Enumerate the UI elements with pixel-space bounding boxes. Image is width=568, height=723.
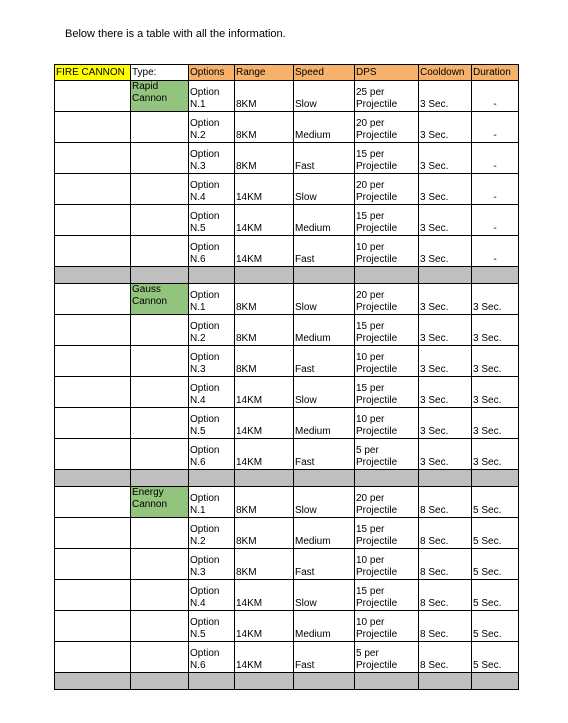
blank-cell bbox=[55, 518, 131, 549]
blank-cell bbox=[131, 580, 189, 611]
blank-cell bbox=[55, 81, 131, 112]
range-cell: 14KM bbox=[235, 174, 294, 205]
speed-cell: Slow bbox=[294, 487, 355, 518]
range-cell: 14KM bbox=[235, 377, 294, 408]
duration-cell: 5 Sec. bbox=[472, 642, 519, 673]
blank-cell bbox=[55, 315, 131, 346]
blank-cell bbox=[55, 236, 131, 267]
table-row bbox=[55, 580, 519, 611]
blank-cell bbox=[131, 236, 189, 267]
table-row bbox=[55, 236, 519, 267]
option-cell: Option N.2 bbox=[189, 518, 235, 549]
duration-cell: 3 Sec. bbox=[472, 284, 519, 315]
blank-cell bbox=[131, 315, 189, 346]
cooldown-cell: 3 Sec. bbox=[419, 377, 472, 408]
blank-cell bbox=[131, 205, 189, 236]
blank-cell bbox=[131, 377, 189, 408]
dps-cell: 15 per Projectile bbox=[355, 377, 419, 408]
speed-cell: Fast bbox=[294, 236, 355, 267]
header-duration: Duration bbox=[472, 65, 519, 81]
blank-cell bbox=[131, 549, 189, 580]
range-cell: 8KM bbox=[235, 549, 294, 580]
separator-row bbox=[55, 470, 519, 487]
table-row bbox=[55, 174, 519, 205]
table-row bbox=[55, 408, 519, 439]
cooldown-cell: 3 Sec. bbox=[419, 439, 472, 470]
duration-cell: 3 Sec. bbox=[472, 377, 519, 408]
option-cell: Option N.4 bbox=[189, 377, 235, 408]
blank-cell bbox=[55, 112, 131, 143]
blank-cell bbox=[55, 377, 131, 408]
speed-cell: Slow bbox=[294, 81, 355, 112]
duration-cell: - bbox=[472, 205, 519, 236]
option-cell: Option N.3 bbox=[189, 143, 235, 174]
blank-cell bbox=[55, 408, 131, 439]
header-speed: Speed bbox=[294, 65, 355, 81]
table-row bbox=[55, 346, 519, 377]
table-row bbox=[55, 143, 519, 174]
option-cell: Option N.4 bbox=[189, 174, 235, 205]
dps-cell: 20 per Projectile bbox=[355, 174, 419, 205]
separator-row bbox=[55, 673, 519, 690]
speed-cell: Fast bbox=[294, 143, 355, 174]
blank-cell bbox=[55, 487, 131, 518]
header-range: Range bbox=[235, 65, 294, 81]
range-cell: 8KM bbox=[235, 81, 294, 112]
duration-cell: 5 Sec. bbox=[472, 611, 519, 642]
table-title: FIRE CANNON bbox=[55, 65, 131, 81]
separator-cell bbox=[419, 267, 472, 284]
blank-cell bbox=[55, 205, 131, 236]
separator-cell bbox=[55, 267, 131, 284]
separator-cell bbox=[294, 470, 355, 487]
separator-cell bbox=[189, 470, 235, 487]
duration-cell: - bbox=[472, 174, 519, 205]
duration-cell: - bbox=[472, 81, 519, 112]
blank-cell bbox=[55, 143, 131, 174]
blank-cell bbox=[55, 346, 131, 377]
separator-cell bbox=[419, 470, 472, 487]
cooldown-cell: 8 Sec. bbox=[419, 518, 472, 549]
speed-cell: Slow bbox=[294, 377, 355, 408]
duration-cell: 5 Sec. bbox=[472, 549, 519, 580]
table-row bbox=[55, 549, 519, 580]
blank-cell bbox=[55, 611, 131, 642]
duration-cell: - bbox=[472, 112, 519, 143]
speed-cell: Slow bbox=[294, 284, 355, 315]
separator-cell bbox=[55, 673, 131, 690]
blank-cell bbox=[55, 284, 131, 315]
separator-cell bbox=[355, 470, 419, 487]
option-cell: Option N.6 bbox=[189, 439, 235, 470]
duration-cell: 3 Sec. bbox=[472, 346, 519, 377]
duration-cell: 5 Sec. bbox=[472, 518, 519, 549]
cooldown-cell: 3 Sec. bbox=[419, 143, 472, 174]
dps-cell: 15 per Projectile bbox=[355, 518, 419, 549]
table-row bbox=[55, 205, 519, 236]
blank-cell bbox=[55, 580, 131, 611]
speed-cell: Medium bbox=[294, 611, 355, 642]
separator-cell bbox=[55, 470, 131, 487]
dps-cell: 15 per Projectile bbox=[355, 205, 419, 236]
header-dps: DPS bbox=[355, 65, 419, 81]
separator-cell bbox=[235, 673, 294, 690]
range-cell: 14KM bbox=[235, 611, 294, 642]
duration-cell: 5 Sec. bbox=[472, 580, 519, 611]
separator-cell bbox=[294, 673, 355, 690]
duration-cell: 5 Sec. bbox=[472, 487, 519, 518]
option-cell: Option N.2 bbox=[189, 315, 235, 346]
blank-cell bbox=[131, 642, 189, 673]
separator-cell bbox=[355, 673, 419, 690]
speed-cell: Medium bbox=[294, 112, 355, 143]
option-cell: Option N.5 bbox=[189, 205, 235, 236]
header-options: Options bbox=[189, 65, 235, 81]
dps-cell: 20 per Projectile bbox=[355, 487, 419, 518]
dps-cell: 20 per Projectile bbox=[355, 112, 419, 143]
table-row bbox=[55, 284, 519, 315]
cooldown-cell: 8 Sec. bbox=[419, 549, 472, 580]
dps-cell: 5 per Projectile bbox=[355, 439, 419, 470]
cooldown-cell: 3 Sec. bbox=[419, 284, 472, 315]
option-cell: Option N.5 bbox=[189, 611, 235, 642]
separator-cell bbox=[189, 673, 235, 690]
cooldown-cell: 3 Sec. bbox=[419, 315, 472, 346]
dps-cell: 15 per Projectile bbox=[355, 315, 419, 346]
intro-text: Below there is a table with all the information. bbox=[65, 28, 286, 40]
separator-cell bbox=[131, 673, 189, 690]
cooldown-cell: 8 Sec. bbox=[419, 642, 472, 673]
separator-cell bbox=[419, 673, 472, 690]
dps-cell: 15 per Projectile bbox=[355, 143, 419, 174]
option-cell: Option N.3 bbox=[189, 346, 235, 377]
dps-cell: 15 per Projectile bbox=[355, 580, 419, 611]
option-cell: Option N.4 bbox=[189, 580, 235, 611]
table-row bbox=[55, 315, 519, 346]
range-cell: 14KM bbox=[235, 580, 294, 611]
table-row bbox=[55, 439, 519, 470]
duration-cell: 3 Sec. bbox=[472, 408, 519, 439]
dps-cell: 10 per Projectile bbox=[355, 346, 419, 377]
separator-cell bbox=[235, 267, 294, 284]
range-cell: 8KM bbox=[235, 143, 294, 174]
blank-cell bbox=[131, 439, 189, 470]
table-row bbox=[55, 81, 519, 112]
header-cooldown: Cooldown bbox=[419, 65, 472, 81]
blank-cell bbox=[131, 174, 189, 205]
duration-cell: 3 Sec. bbox=[472, 439, 519, 470]
speed-cell: Medium bbox=[294, 518, 355, 549]
blank-cell bbox=[55, 439, 131, 470]
cooldown-cell: 3 Sec. bbox=[419, 81, 472, 112]
blank-cell bbox=[131, 518, 189, 549]
speed-cell: Fast bbox=[294, 642, 355, 673]
weapon-type-cell: Rapid Cannon bbox=[131, 81, 189, 112]
range-cell: 14KM bbox=[235, 439, 294, 470]
speed-cell: Medium bbox=[294, 408, 355, 439]
speed-cell: Medium bbox=[294, 315, 355, 346]
range-cell: 8KM bbox=[235, 315, 294, 346]
option-cell: Option N.5 bbox=[189, 408, 235, 439]
separator-cell bbox=[472, 673, 519, 690]
dps-cell: 10 per Projectile bbox=[355, 408, 419, 439]
duration-cell: - bbox=[472, 143, 519, 174]
header-row bbox=[55, 65, 519, 81]
cooldown-cell: 3 Sec. bbox=[419, 408, 472, 439]
dps-cell: 10 per Projectile bbox=[355, 549, 419, 580]
cooldown-cell: 3 Sec. bbox=[419, 174, 472, 205]
range-cell: 14KM bbox=[235, 408, 294, 439]
cooldown-cell: 8 Sec. bbox=[419, 611, 472, 642]
speed-cell: Fast bbox=[294, 549, 355, 580]
separator-cell bbox=[131, 470, 189, 487]
header-type: Type: bbox=[131, 65, 189, 81]
cooldown-cell: 3 Sec. bbox=[419, 112, 472, 143]
table-row bbox=[55, 377, 519, 408]
dps-cell: 20 per Projectile bbox=[355, 284, 419, 315]
weapon-type-cell: Energy Cannon bbox=[131, 487, 189, 518]
option-cell: Option N.2 bbox=[189, 112, 235, 143]
separator-cell bbox=[472, 267, 519, 284]
range-cell: 14KM bbox=[235, 205, 294, 236]
blank-cell bbox=[55, 642, 131, 673]
separator-cell bbox=[189, 267, 235, 284]
dps-cell: 25 per Projectile bbox=[355, 81, 419, 112]
speed-cell: Fast bbox=[294, 439, 355, 470]
blank-cell bbox=[55, 549, 131, 580]
speed-cell: Slow bbox=[294, 580, 355, 611]
dps-cell: 10 per Projectile bbox=[355, 611, 419, 642]
option-cell: Option N.1 bbox=[189, 284, 235, 315]
cooldown-cell: 3 Sec. bbox=[419, 346, 472, 377]
cooldown-cell: 3 Sec. bbox=[419, 205, 472, 236]
duration-cell: 3 Sec. bbox=[472, 315, 519, 346]
blank-cell bbox=[131, 611, 189, 642]
range-cell: 8KM bbox=[235, 518, 294, 549]
cooldown-cell: 8 Sec. bbox=[419, 487, 472, 518]
range-cell: 8KM bbox=[235, 284, 294, 315]
separator-cell bbox=[294, 267, 355, 284]
table-row bbox=[55, 112, 519, 143]
range-cell: 8KM bbox=[235, 112, 294, 143]
table-row bbox=[55, 487, 519, 518]
option-cell: Option N.1 bbox=[189, 487, 235, 518]
blank-cell bbox=[131, 112, 189, 143]
option-cell: Option N.1 bbox=[189, 81, 235, 112]
range-cell: 14KM bbox=[235, 642, 294, 673]
table-row bbox=[55, 642, 519, 673]
speed-cell: Fast bbox=[294, 346, 355, 377]
cooldown-cell: 3 Sec. bbox=[419, 236, 472, 267]
table-body bbox=[55, 65, 519, 690]
dps-cell: 5 per Projectile bbox=[355, 642, 419, 673]
separator-row bbox=[55, 267, 519, 284]
blank-cell bbox=[55, 174, 131, 205]
table-row bbox=[55, 611, 519, 642]
option-cell: Option N.6 bbox=[189, 236, 235, 267]
weapon-type-cell: Gauss Cannon bbox=[131, 284, 189, 315]
fire-cannon-table bbox=[54, 64, 519, 690]
duration-cell: - bbox=[472, 236, 519, 267]
separator-cell bbox=[235, 470, 294, 487]
speed-cell: Slow bbox=[294, 174, 355, 205]
table-row bbox=[55, 518, 519, 549]
blank-cell bbox=[131, 143, 189, 174]
dps-cell: 10 per Projectile bbox=[355, 236, 419, 267]
blank-cell bbox=[131, 346, 189, 377]
blank-cell bbox=[131, 408, 189, 439]
cooldown-cell: 8 Sec. bbox=[419, 580, 472, 611]
range-cell: 8KM bbox=[235, 346, 294, 377]
separator-cell bbox=[355, 267, 419, 284]
separator-cell bbox=[131, 267, 189, 284]
range-cell: 14KM bbox=[235, 236, 294, 267]
speed-cell: Medium bbox=[294, 205, 355, 236]
option-cell: Option N.3 bbox=[189, 549, 235, 580]
option-cell: Option N.6 bbox=[189, 642, 235, 673]
range-cell: 8KM bbox=[235, 487, 294, 518]
separator-cell bbox=[472, 470, 519, 487]
